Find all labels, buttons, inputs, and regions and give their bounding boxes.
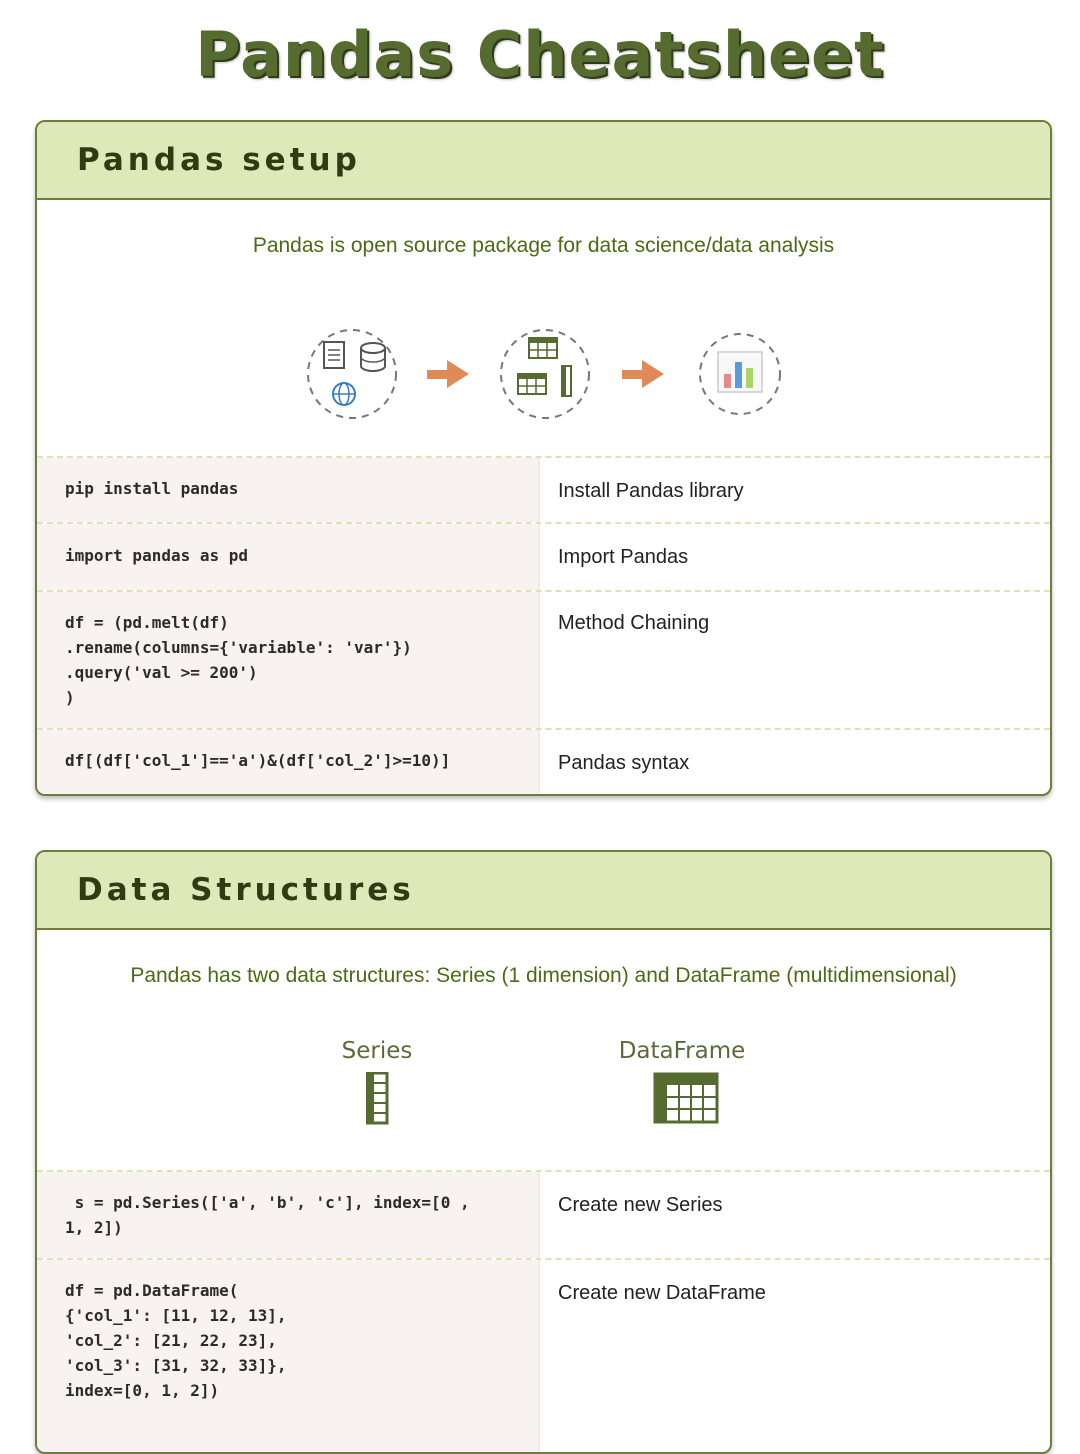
code-cell: df = (pd.melt(df) .rename(columns={'variable': 'var'}) .query('val >= 200') ) xyxy=(37,592,540,728)
series-icon xyxy=(366,1072,390,1126)
pandas-setup-card xyxy=(35,120,1052,796)
code-cell: pip install pandas xyxy=(37,458,540,522)
desc-cell: Create new Series xyxy=(558,1194,723,1216)
page-title: Pandas Cheatsheet xyxy=(195,18,885,91)
code-cell: df = pd.DataFrame( {'col_1': [11, 12, 13], 'col_2': [21, 22, 23], 'col_3': [31, 32, 33]}, index=[0, 1, 2]) xyxy=(37,1260,540,1454)
data-structures-header xyxy=(37,852,1050,930)
desc-cell: Method Chaining xyxy=(558,612,710,634)
table-row xyxy=(37,590,1050,728)
table-row xyxy=(37,522,1050,590)
desc-cell: Create new DataFrame xyxy=(558,1282,766,1304)
code-cell: s = pd.Series(['a', 'b', 'c'], index=[0 , 1, 2]) xyxy=(37,1172,540,1258)
series-label: Series xyxy=(341,1038,413,1064)
bar-chart-icon xyxy=(700,334,780,414)
dataframe-icon xyxy=(653,1072,721,1126)
code-cell: import pandas as pd xyxy=(37,524,540,590)
workflow-diagram xyxy=(37,312,1050,432)
code-cell: df[(df['col_1']=='a')&(df['col_2']>=10)] xyxy=(37,730,540,796)
setup-description: Pandas is open source package for data science/data analysis xyxy=(252,234,835,257)
arrow-right-icon xyxy=(427,360,469,388)
dataframes-icon xyxy=(501,330,589,418)
table-row xyxy=(37,456,1050,522)
pandas-setup-heading: Pandas setup xyxy=(77,142,361,178)
structures-description: Pandas has two data structures: Series (1 dimension) and DataFrame (multidimensional) xyxy=(130,964,957,987)
data-structures-heading: Data Structures xyxy=(77,872,415,908)
table-row xyxy=(37,1170,1050,1258)
desc-cell: Pandas syntax xyxy=(558,752,690,774)
data-structures-card xyxy=(35,850,1052,1454)
table-row xyxy=(37,728,1050,796)
setup-intro xyxy=(37,200,1050,456)
data-sources-icon xyxy=(308,330,396,418)
dataframe-label: DataFrame xyxy=(618,1038,746,1064)
table-row xyxy=(37,1258,1050,1454)
arrow-right-icon xyxy=(622,360,664,388)
desc-cell: Install Pandas library xyxy=(558,480,744,502)
desc-cell: Import Pandas xyxy=(558,546,689,568)
structures-intro xyxy=(37,930,1050,1170)
pandas-setup-header xyxy=(37,122,1050,200)
